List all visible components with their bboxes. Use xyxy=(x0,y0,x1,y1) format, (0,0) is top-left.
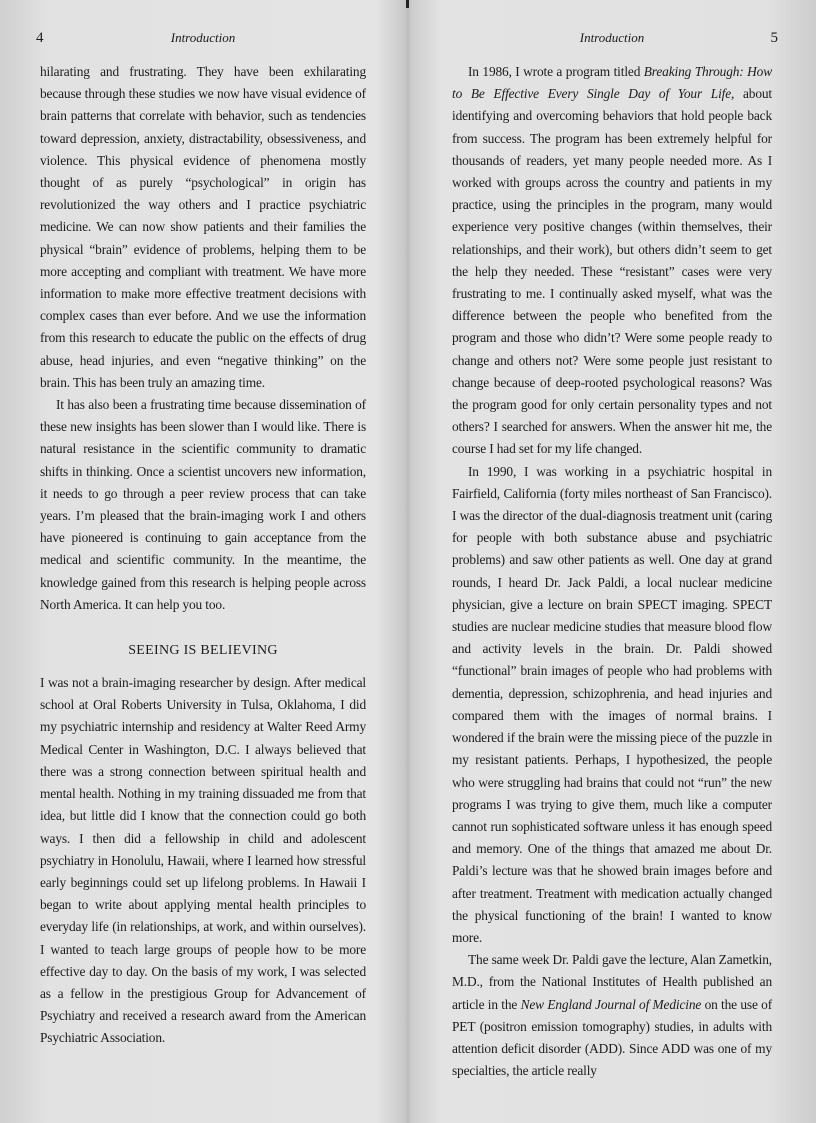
section-heading: SEEING IS BELIEVING xyxy=(128,643,278,659)
right-page xyxy=(408,0,816,1123)
paragraph: hilarating and frustrating. They have been exhilarating because through these studies we now have visual evidence of brain patterns that correlate with behavior, such as tendencies toward depression, anxiety, distractability, obsessiveness, and violence. This physical evidence of phenomena mostly thought of as purely “psychological” in origin has revolutionized the way others and I practice psychiatric medicine. We can now show patients and their families the physical “brain” evidence of problems, helping them to be more accepting and compliant with treatment. We have more information to make more effective treatment decisions with complex cases than ever before. And we use the information from this research to educate the public on the effects of drug abuse, head injuries, and even “negative thinking” on the brain. This has been truly an amazing time. xyxy=(40,64,366,390)
paragraph-text: The same week Dr. Paldi gave the lecture, Alan Zametkin, M.D., from the National Institutes of Health published an article in the xyxy=(452,952,772,1012)
left-running-head-title: Introduction xyxy=(170,30,236,45)
journal-title: New England Journal of Medicine xyxy=(520,996,702,1012)
paragraph xyxy=(452,61,772,461)
book-title: Breaking Through: How to Be Effective Every Single Day of Your Life, xyxy=(452,64,772,102)
paragraph xyxy=(452,949,772,1082)
paragraph: In 1990, I was working in a psychiatric hospital in Fairfield, California (forty miles northeast of San Francisco). I was the director of the dual-diagnosis treatment unit (caring for people with both substance abuse and psychiatric problems) and saw other patients as well. One day at grand rounds, I heard Dr. Jack Paldi, a local nuclear medicine physician, give a lecture on brain SPECT imaging. SPECT studies are nuclear medicine studies that measure blood flow and activity levels in the brain. Dr. Paldi showed “functional” brain images of people who had problems with dementia, depression, schizophrenia, and head injuries and compared them with the images of normal brains. I wondered if the brain were the missing piece of the puzzle in my resistant patients. Perhaps, I hypothesized, the people who were struggling had brains that could not “run” the new programs I was trying to give them, much like a computer cannot run sophisticated software unless it has enough speed and memory. One of the things that amazed me about Dr. Paldi’s lecture was that he showed brain images before and after treatment. Treatment with medication actually changed the physical functioning of the brain! I wanted to know more. xyxy=(452,463,772,945)
paragraph-text: about identifying and overcoming behaviors that hold people back from success. The program has been extremely helpful for thousands of readers, yet many people needed more. As I worked with groups across the country and patients in my practice, using the principles in the program, many would experience very positive changes (within themselves, their relationships, and their work), but others didn’t seem to get the help they needed. These “resistant” cases were very frustrating to me. I continually asked myself, what was the difference between the people who benefited from the program and those who didn’t? Were some people ready to change and others not? Were some people just resistant to change because of deep-rooted psychological reasons? Was the program good for only certain personality types and not others? I searched for answers. When the answer hit me, the course I had set for my life changed. xyxy=(452,86,773,457)
paragraph-text: on the use of PET (positron emission tomography) studies, in adults with attention deficit disorder (ADD). Since ADD was one of my specialties, the article really xyxy=(452,996,772,1079)
left-page-number: 4 xyxy=(36,30,44,46)
paragraph: I was not a brain-imaging researcher by design. After medical school at Oral Roberts University in Tulsa, Oklahoma, I did my psychiatric internship and residency at Walter Reed Army Medical Center in Washington, D.C. I always believed that there was a strong connection between spiritual health and mental health. Nothing in my training dissuaded me from that idea, but little did I know that the connection could go both ways. I then did a fellowship in child and adolescent psychiatry in Honolulu, Hawaii, where I learned how stressful early beginnings could set up lifelong problems. In Hawaii I began to write about applying mental health principles to everyday life (in relationships, at work, and within ourselves). I wanted to teach large groups of people how to be more effective day to day. On the basis of my work, I was selected as a fellow in the prestigious Group for Advancement of Psychiatry and received a research award from the American Psychiatric Association. xyxy=(40,675,366,1046)
paragraph-text: In 1986, I wrote a program titled xyxy=(468,64,644,79)
left-body-text xyxy=(40,61,366,1050)
right-running-head-title: Introduction xyxy=(579,30,645,45)
paragraph: It has also been a frustrating time because dissemination of these new insights has been slower than I would like. There is natural resistance in the scientific community to dramatic shifts in thinking. Once a scientist uncovers new information, it needs to go through a peer review process that can take years. I’m pleased that the brain-imaging work I and others have pioneered is continuing to gain acceptance from the medical and scientific community. In the meantime, the knowledge gained from this research is helping people across North America. It can help you too. xyxy=(40,397,366,612)
right-body-text xyxy=(452,61,772,1082)
right-running-head xyxy=(452,28,778,48)
right-page-number: 5 xyxy=(770,30,778,46)
left-running-head xyxy=(36,28,366,48)
